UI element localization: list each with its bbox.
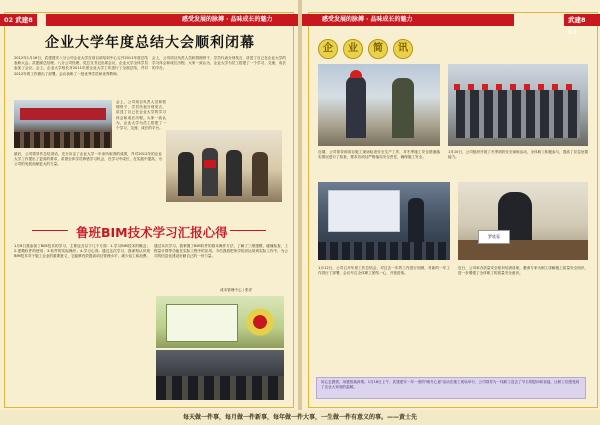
brief-item-1: 近期，公司领导到项目施工现场检查安全生产工作，对冬季施工安全措施落实情况进行了检查，要求各项目严格落实安全责任，确保施工安全。 [318,150,440,160]
audience-icon [14,132,112,148]
award-photo [166,130,282,202]
right-header-bar [302,14,514,26]
person-icon [346,76,366,138]
person-icon [226,150,242,196]
article1-body-1b: 会上，公司项目负责人员和管理骨干、学员代表分别发言，讲述了自己在企业大学的学习体会和成长历程。大家一致认为，企业大学为员工搭建了一个学习、交流、成长的平台。 [152,56,286,71]
meeting-photo [14,100,112,148]
brief-title-char: 企 [318,39,338,59]
person-icon [202,148,218,196]
bim-title-rule-right [230,230,266,231]
projection-screen-icon [328,190,400,232]
notice-box: 用心去感悟，用感悟换真情。1月18日上午，武建建安一年一度的"暖冬心意"活动在施工现场举行，公司领导为一线职工送去了节日的慰问和祝福，让职工们感受到了企业大家庭的温暖。 [316,377,586,399]
site-inspection-photo [318,64,440,146]
bim-class-photo [156,350,284,400]
audience-icon [318,242,450,260]
brief-title-char: 讯 [393,39,413,59]
brief-item-2: 1月10日，公司组织开展了冬季消防安全演练活动，全体职工积极参与，提高了应急处置能力。 [448,150,588,160]
fire-drill-photo [448,64,588,146]
article1-body-side: 会上，公司项目负责人员和管理骨干、学员代表分别发言，讲述了自己在企业大学的学习体会和成长历程。大家一致认为，企业大学为员工搭建了一个学习、交流、成长的平台。 [116,100,166,131]
left-header-bar [46,14,298,26]
footer-quote: 每天做一件事，每月做一件新事，每年做一件大事，一生做一件有意义的事。——黄士先 [0,411,600,425]
speaker-icon [408,198,424,246]
certificate-icon [204,160,216,168]
brief-title-char: 业 [343,39,363,59]
students-icon [156,376,284,400]
brief-title-char: 简 [368,39,388,59]
projection-screen-icon [166,304,238,342]
right-header-slogan: 感受发展的脉搏 · 品味成长的魅力 [322,16,413,23]
person-icon [252,152,268,196]
article2-body-2: 通过本次学习，我掌握了BIM软件的基本操作方法，了解了三维建模、碰撞检查、工程量计算等功能在实际工程中的应用。今后我将把所学知识运用到实际工作中，为公司的信息化建设贡献自己的一份力量。 [154,244,288,259]
person-icon [392,78,414,138]
article1-body-1: 2012年1月16日，武建建安八分公司企业大学在项目部培训中心召开2011年度总结表彰大会。武建副总经理、八分公司经理、党总支书记出席会议，企业大学全体学员参加了会议。会上，企业大学校长对2011年度企业大学工作进行了全面总结，并对2012年的工作做出了部署。会议表彰了一批优秀学员和优秀教师。 [14,56,148,76]
article2-title: 鲁班BIM技术学习汇报心得 [76,225,228,240]
logo-icon [244,306,276,338]
brief-item-4: 近日，公司举办质量安全知识培训讲座，邀请专家为职工讲解施工质量安全知识，进一步增强了全体职工的质量安全意识。 [458,266,588,276]
right-page-number: 武建8 03 [564,14,600,26]
brief-title [318,36,418,58]
article2-body-1: 1月8日我参加了BIM技术的学习，主要包含以下几个方面：1.学习BIM技术的概念；2.建模软件的使用；3.软件的实际操作；4.学习心得。通过这次学习，我深刻认识到BIM技术对于施工企业的重要意义，它能够有效提高项目管理水平，减少返工和浪费。 [14,244,150,259]
brief-item-3: 1月12日，公司召开年度工作总结会，对过去一年的工作进行回顾，对新的一年工作进行了部署，会议号召全体职工团结一心，开拓进取。 [318,266,450,276]
article1-title: 企业大学年度总结大会顺利闭幕 [45,35,255,51]
left-page [0,0,298,410]
workers-icon [456,90,580,138]
bim-slide-photo [156,296,284,348]
article2-author: 成本管理中心 / 张洋 [220,288,253,292]
conference-photo [318,182,450,260]
left-header-slogan: 感受发展的脉搏 · 品味成长的魅力 [182,16,273,23]
name-placard: 罗欣蓉 [478,230,510,244]
lecture-photo [458,182,588,260]
left-page-number: 02 武建8 [0,14,37,26]
bim-title-rule-left [32,230,68,231]
person-icon [178,152,194,196]
meeting-banner-icon [20,108,106,120]
hard-hats-icon [454,84,580,90]
article1-body-2: 最后，公司领导作总结讲话，充分肯定了企业大学一年来所取得的成绩，并对2012年的企业大学工作提出了更高的要求，希望全体学员珍惜学习机会，在学习中成长，在实践中提高，为公司的发展贡献更大的力量。 [14,152,162,167]
hard-hat-icon [350,70,362,78]
